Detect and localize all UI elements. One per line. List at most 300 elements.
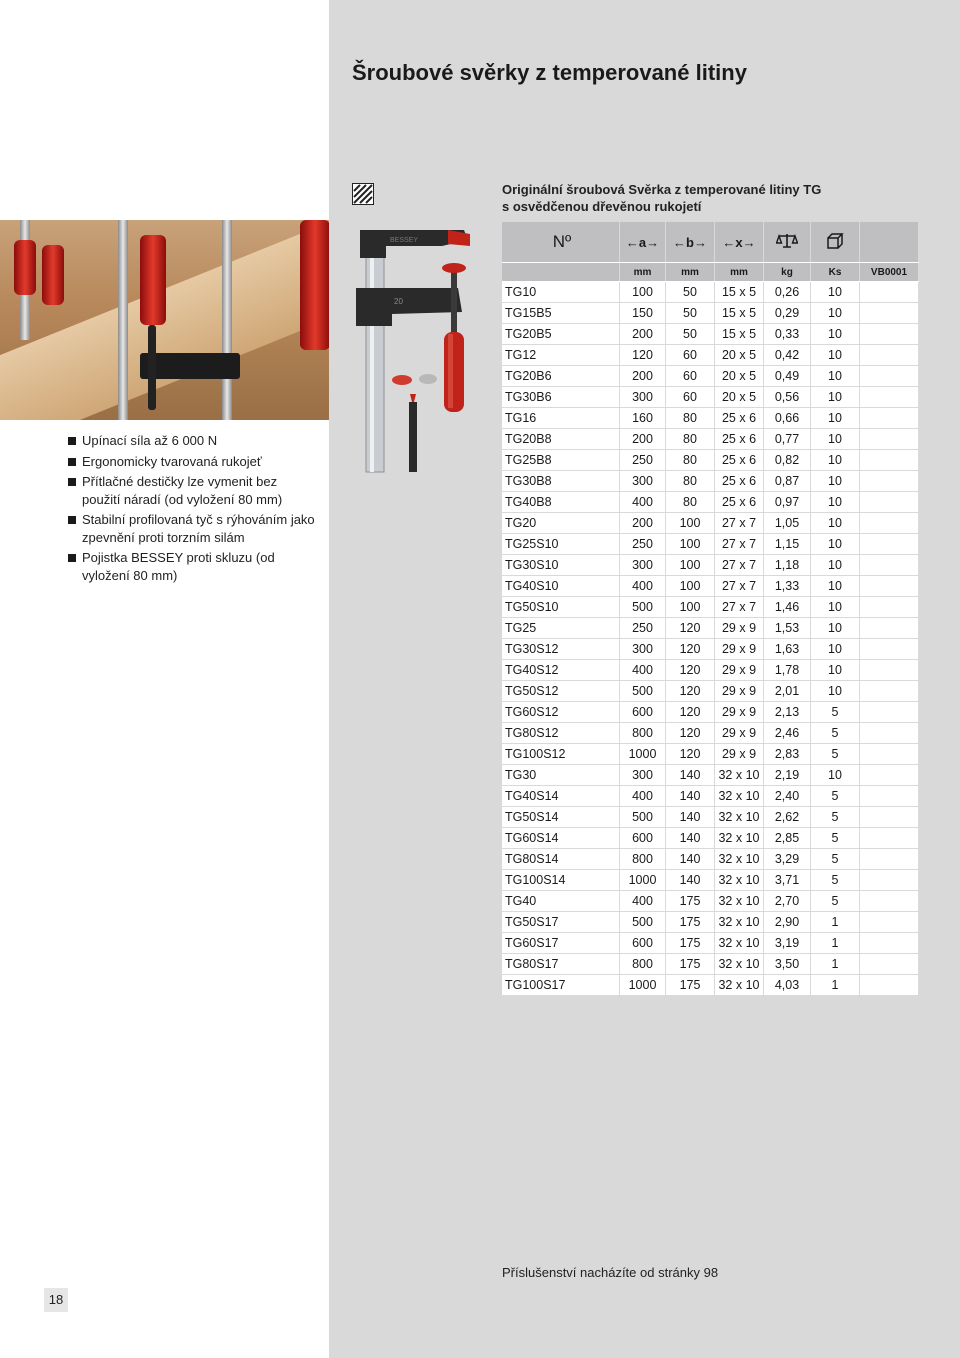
table-cell: 300 <box>620 471 666 492</box>
table-cell: 10 <box>811 303 860 324</box>
table-cell: 32 x 10 <box>715 933 764 954</box>
table-cell: 0,26 <box>764 282 811 303</box>
table-cell: 10 <box>811 492 860 513</box>
table-cell: 10 <box>811 366 860 387</box>
table-cell <box>860 765 919 786</box>
table-cell: TG20 <box>502 513 620 534</box>
table-cell: 1,33 <box>764 576 811 597</box>
table-cell: 1 <box>811 912 860 933</box>
table-cell: 1 <box>811 975 860 996</box>
table-cell <box>860 954 919 975</box>
table-cell: 3,29 <box>764 849 811 870</box>
header-pack <box>811 222 860 263</box>
table-cell <box>860 891 919 912</box>
table-cell: 0,77 <box>764 429 811 450</box>
unit-cell: mm <box>715 263 764 282</box>
table-cell <box>860 786 919 807</box>
table-cell: TG40S10 <box>502 576 620 597</box>
table-cell: 2,85 <box>764 828 811 849</box>
table-cell: 80 <box>666 471 715 492</box>
table-row <box>502 954 919 975</box>
header-x-label: x <box>735 234 743 250</box>
table-cell: 175 <box>666 891 715 912</box>
table-cell: TG40S12 <box>502 660 620 681</box>
table-cell <box>860 303 919 324</box>
left-column <box>0 0 329 1358</box>
table-row <box>502 702 919 723</box>
table-cell: 29 x 9 <box>715 639 764 660</box>
table-cell: 3,19 <box>764 933 811 954</box>
table-cell <box>860 618 919 639</box>
table-cell <box>860 723 919 744</box>
table-cell: TG25B8 <box>502 450 620 471</box>
table-cell: 250 <box>620 618 666 639</box>
table-cell: 1 <box>811 954 860 975</box>
table-cell: 2,13 <box>764 702 811 723</box>
table-cell: 5 <box>811 786 860 807</box>
table-cell: 10 <box>811 408 860 429</box>
table-cell: 32 x 10 <box>715 828 764 849</box>
table-cell: 175 <box>666 954 715 975</box>
table-cell: 2,70 <box>764 891 811 912</box>
table-cell: 32 x 10 <box>715 912 764 933</box>
table-cell: 140 <box>666 849 715 870</box>
table-cell: 2,01 <box>764 681 811 702</box>
table-cell: 140 <box>666 786 715 807</box>
table-cell: 10 <box>811 534 860 555</box>
header-number: Nº <box>502 222 620 263</box>
table-cell: 200 <box>620 513 666 534</box>
table-row <box>502 912 919 933</box>
table-cell: 29 x 9 <box>715 744 764 765</box>
table-cell: 120 <box>666 618 715 639</box>
table-cell <box>860 345 919 366</box>
product-photo <box>0 220 329 420</box>
table-cell: 0,66 <box>764 408 811 429</box>
table-cell: TG60S17 <box>502 933 620 954</box>
table-cell: 1000 <box>620 870 666 891</box>
table-cell <box>860 576 919 597</box>
table-cell: 50 <box>666 324 715 345</box>
table-cell: 10 <box>811 681 860 702</box>
table-cell: 50 <box>666 282 715 303</box>
table-row <box>502 849 919 870</box>
unit-cell: Ks <box>811 263 860 282</box>
table-cell: 0,29 <box>764 303 811 324</box>
table-cell <box>860 534 919 555</box>
table-cell: 200 <box>620 324 666 345</box>
table-row <box>502 681 919 702</box>
table-cell: TG20B5 <box>502 324 620 345</box>
table-cell <box>860 702 919 723</box>
table-cell: 29 x 9 <box>715 618 764 639</box>
table-cell: TG30S10 <box>502 555 620 576</box>
table-row <box>502 828 919 849</box>
table-cell: 1,63 <box>764 639 811 660</box>
table-cell: 400 <box>620 492 666 513</box>
table-cell: 2,62 <box>764 807 811 828</box>
table-cell: 50 <box>666 303 715 324</box>
table-row <box>502 303 919 324</box>
table-cell: 1000 <box>620 744 666 765</box>
table-row <box>502 471 919 492</box>
table-cell: 400 <box>620 786 666 807</box>
page-number: 18 <box>44 1288 68 1312</box>
table-cell: 500 <box>620 681 666 702</box>
table-cell: 10 <box>811 429 860 450</box>
table-cell: 600 <box>620 828 666 849</box>
table-cell: 140 <box>666 870 715 891</box>
table-cell: 0,82 <box>764 450 811 471</box>
table-cell: 0,33 <box>764 324 811 345</box>
table-cell: 32 x 10 <box>715 765 764 786</box>
table-cell: 27 x 7 <box>715 597 764 618</box>
table-row <box>502 492 919 513</box>
table-cell: TG60S12 <box>502 702 620 723</box>
table-cell: TG100S17 <box>502 975 620 996</box>
table-cell: 3,50 <box>764 954 811 975</box>
table-cell: 20 x 5 <box>715 345 764 366</box>
table-unit-row <box>502 263 919 282</box>
table-cell: TG50S12 <box>502 681 620 702</box>
table-cell: TG100S14 <box>502 870 620 891</box>
box-icon <box>826 232 844 250</box>
table-row <box>502 345 919 366</box>
table-row <box>502 933 919 954</box>
table-cell: 60 <box>666 345 715 366</box>
table-cell: 5 <box>811 702 860 723</box>
table-cell: 2,46 <box>764 723 811 744</box>
table-cell: TG50S10 <box>502 597 620 618</box>
product-subtitle <box>502 181 821 215</box>
table-cell: 200 <box>620 366 666 387</box>
table-cell <box>860 450 919 471</box>
table-cell: TG40B8 <box>502 492 620 513</box>
table-row <box>502 744 919 765</box>
table-cell: 15 x 5 <box>715 324 764 345</box>
table-row <box>502 618 919 639</box>
table-header-row <box>502 222 919 263</box>
feature-item: Stabilní profilovaná tyč s rýhováním jako zpevnění proti torzním silám <box>68 511 318 546</box>
table-cell: TG30 <box>502 765 620 786</box>
table-cell <box>860 324 919 345</box>
subtitle-line: Originální šroubová Svěrka z temperované litiny TG <box>502 182 822 197</box>
clamp-product-image <box>352 222 492 482</box>
table-cell: 5 <box>811 828 860 849</box>
table-cell: 1,46 <box>764 597 811 618</box>
table-cell <box>860 975 919 996</box>
header-x: ←x→ <box>715 222 764 263</box>
table-cell: 20 x 5 <box>715 366 764 387</box>
table-row <box>502 639 919 660</box>
table-cell: TG10 <box>502 282 620 303</box>
table-cell: 32 x 10 <box>715 870 764 891</box>
table-cell: 1 <box>811 933 860 954</box>
table-cell: TG30S12 <box>502 639 620 660</box>
unit-cell <box>502 263 620 282</box>
table-cell <box>860 660 919 681</box>
table-cell: 10 <box>811 450 860 471</box>
table-cell: TG40S14 <box>502 786 620 807</box>
table-cell: TG30B8 <box>502 471 620 492</box>
table-cell: 10 <box>811 324 860 345</box>
table-row <box>502 807 919 828</box>
table-cell: 400 <box>620 576 666 597</box>
table-cell: TG40 <box>502 891 620 912</box>
table-row <box>502 450 919 471</box>
table-cell: 2,83 <box>764 744 811 765</box>
clamp-brand-text: BESSEY <box>390 237 419 244</box>
table-row <box>502 723 919 744</box>
unit-cell: mm <box>666 263 715 282</box>
table-cell <box>860 408 919 429</box>
table-row <box>502 891 919 912</box>
table-cell: 10 <box>811 282 860 303</box>
table-cell: 250 <box>620 534 666 555</box>
table-cell: 10 <box>811 471 860 492</box>
table-cell: 15 x 5 <box>715 282 764 303</box>
table-cell: 1000 <box>620 975 666 996</box>
table-cell: 100 <box>620 282 666 303</box>
table-cell: 175 <box>666 975 715 996</box>
table-cell <box>860 513 919 534</box>
table-row <box>502 387 919 408</box>
table-cell: 27 x 7 <box>715 555 764 576</box>
table-cell: 600 <box>620 933 666 954</box>
table-cell: 200 <box>620 429 666 450</box>
table-cell: 140 <box>666 765 715 786</box>
table-row <box>502 765 919 786</box>
table-cell: TG50S14 <box>502 807 620 828</box>
table-row <box>502 870 919 891</box>
table-cell: 20 x 5 <box>715 387 764 408</box>
table-cell <box>860 366 919 387</box>
table-cell: TG16 <box>502 408 620 429</box>
table-cell: 25 x 6 <box>715 408 764 429</box>
table-cell: 2,19 <box>764 765 811 786</box>
table-cell <box>860 870 919 891</box>
table-cell: 500 <box>620 912 666 933</box>
table-cell: 5 <box>811 870 860 891</box>
table-cell: TG100S12 <box>502 744 620 765</box>
table-cell: 400 <box>620 891 666 912</box>
table-cell: 25 x 6 <box>715 429 764 450</box>
table-cell: 100 <box>666 534 715 555</box>
table-cell: 160 <box>620 408 666 429</box>
table-cell <box>860 744 919 765</box>
table-cell: TG20B8 <box>502 429 620 450</box>
header-a-label: a <box>638 234 647 250</box>
table-cell: 5 <box>811 891 860 912</box>
table-cell: 27 x 7 <box>715 576 764 597</box>
table-cell: 32 x 10 <box>715 954 764 975</box>
table-cell: 5 <box>811 807 860 828</box>
table-cell: 32 x 10 <box>715 849 764 870</box>
table-cell: 120 <box>666 702 715 723</box>
table-cell: 140 <box>666 807 715 828</box>
table-cell: 120 <box>666 660 715 681</box>
accessories-note: Příslušenství nacházíte od stránky 98 <box>502 1265 719 1280</box>
table-cell: TG15B5 <box>502 303 620 324</box>
table-cell: 150 <box>620 303 666 324</box>
table-cell: 27 x 7 <box>715 534 764 555</box>
table-cell <box>860 597 919 618</box>
table-row <box>502 576 919 597</box>
table-cell <box>860 933 919 954</box>
spec-table-body <box>502 282 919 996</box>
table-cell: 120 <box>620 345 666 366</box>
table-cell: 5 <box>811 744 860 765</box>
table-cell: 32 x 10 <box>715 807 764 828</box>
spec-table <box>502 222 919 996</box>
table-cell: 120 <box>666 639 715 660</box>
table-cell: TG30B6 <box>502 387 620 408</box>
table-row <box>502 324 919 345</box>
table-cell: 32 x 10 <box>715 786 764 807</box>
table-cell: 100 <box>666 555 715 576</box>
table-cell: 80 <box>666 429 715 450</box>
table-cell: 4,03 <box>764 975 811 996</box>
table-cell <box>860 492 919 513</box>
table-cell: 15 x 5 <box>715 303 764 324</box>
header-weight <box>764 222 811 263</box>
table-cell: 80 <box>666 492 715 513</box>
table-cell: TG80S14 <box>502 849 620 870</box>
table-cell: 10 <box>811 555 860 576</box>
table-cell: TG80S17 <box>502 954 620 975</box>
table-cell: 10 <box>811 618 860 639</box>
header-b: ←b→ <box>666 222 715 263</box>
table-cell: 60 <box>666 387 715 408</box>
table-cell: 10 <box>811 639 860 660</box>
table-cell: TG25S10 <box>502 534 620 555</box>
table-cell: 80 <box>666 450 715 471</box>
table-cell: 10 <box>811 597 860 618</box>
unit-cell: kg <box>764 263 811 282</box>
wood-hatch-icon <box>352 183 374 205</box>
header-b-label: b <box>686 234 694 250</box>
table-cell: 100 <box>666 597 715 618</box>
table-cell: 120 <box>666 681 715 702</box>
table-cell: 10 <box>811 765 860 786</box>
table-cell: 175 <box>666 912 715 933</box>
table-cell: TG25 <box>502 618 620 639</box>
table-cell: 100 <box>666 513 715 534</box>
unit-cell: mm <box>620 263 666 282</box>
table-cell <box>860 387 919 408</box>
table-cell <box>860 471 919 492</box>
table-cell: 140 <box>666 828 715 849</box>
table-cell: 25 x 6 <box>715 450 764 471</box>
table-cell <box>860 555 919 576</box>
table-cell: 400 <box>620 660 666 681</box>
table-cell: 32 x 10 <box>715 975 764 996</box>
table-cell: 500 <box>620 807 666 828</box>
table-cell: 2,40 <box>764 786 811 807</box>
table-row <box>502 429 919 450</box>
table-cell <box>860 681 919 702</box>
table-cell: 300 <box>620 387 666 408</box>
table-row <box>502 366 919 387</box>
feature-list <box>68 432 318 587</box>
table-row <box>502 660 919 681</box>
table-cell: 1,18 <box>764 555 811 576</box>
table-cell: TG60S14 <box>502 828 620 849</box>
table-cell: 3,71 <box>764 870 811 891</box>
table-cell: 600 <box>620 702 666 723</box>
table-row <box>502 282 919 303</box>
table-cell: 60 <box>666 366 715 387</box>
table-cell: 2,90 <box>764 912 811 933</box>
table-row <box>502 786 919 807</box>
table-cell: 1,15 <box>764 534 811 555</box>
table-cell <box>860 912 919 933</box>
table-cell: 0,97 <box>764 492 811 513</box>
table-cell <box>860 429 919 450</box>
feature-item: Upínací síla až 6 000 N <box>68 432 318 450</box>
table-cell: 300 <box>620 639 666 660</box>
table-cell: 100 <box>666 576 715 597</box>
weight-scale-icon <box>776 232 798 250</box>
table-cell: TG80S12 <box>502 723 620 744</box>
table-row <box>502 534 919 555</box>
table-cell: 5 <box>811 723 860 744</box>
table-row <box>502 513 919 534</box>
header-empty <box>860 222 919 263</box>
table-cell: TG20B6 <box>502 366 620 387</box>
table-cell: 10 <box>811 387 860 408</box>
header-a: ←a→ <box>620 222 666 263</box>
table-cell: 250 <box>620 450 666 471</box>
table-cell: 29 x 9 <box>715 681 764 702</box>
table-cell: 80 <box>666 408 715 429</box>
table-cell: 800 <box>620 723 666 744</box>
table-cell: 0,49 <box>764 366 811 387</box>
page-title: Šroubové svěrky z temperované litiny <box>352 60 747 85</box>
table-cell: 300 <box>620 765 666 786</box>
subtitle-line: s osvědčenou dřevěnou rukojetí <box>502 199 702 214</box>
table-cell: 10 <box>811 576 860 597</box>
clamp-size-text: 20 <box>394 297 403 306</box>
feature-item: Pojistka BESSEY proti skluzu (od vyložení 80 mm) <box>68 549 318 584</box>
feature-item: Ergonomicky tvarovaná rukojeť <box>68 453 318 471</box>
table-cell: 29 x 9 <box>715 723 764 744</box>
table-cell: 800 <box>620 849 666 870</box>
table-cell <box>860 282 919 303</box>
table-cell: 5 <box>811 849 860 870</box>
table-cell: 0,42 <box>764 345 811 366</box>
table-cell: 10 <box>811 660 860 681</box>
table-cell: 800 <box>620 954 666 975</box>
table-cell: 27 x 7 <box>715 513 764 534</box>
table-cell <box>860 828 919 849</box>
table-cell: 29 x 9 <box>715 702 764 723</box>
table-cell <box>860 639 919 660</box>
table-cell: 25 x 6 <box>715 471 764 492</box>
table-cell: 32 x 10 <box>715 891 764 912</box>
table-cell: 1,78 <box>764 660 811 681</box>
table-cell: 120 <box>666 723 715 744</box>
table-cell: 300 <box>620 555 666 576</box>
table-row <box>502 555 919 576</box>
table-cell: 500 <box>620 597 666 618</box>
table-row <box>502 975 919 996</box>
table-cell: 10 <box>811 345 860 366</box>
table-cell: 120 <box>666 744 715 765</box>
feature-item: Přítlačné destičky lze vymenit bez použití náradí (od vyložení 80 mm) <box>68 473 318 508</box>
table-cell: 10 <box>811 513 860 534</box>
table-row <box>502 408 919 429</box>
